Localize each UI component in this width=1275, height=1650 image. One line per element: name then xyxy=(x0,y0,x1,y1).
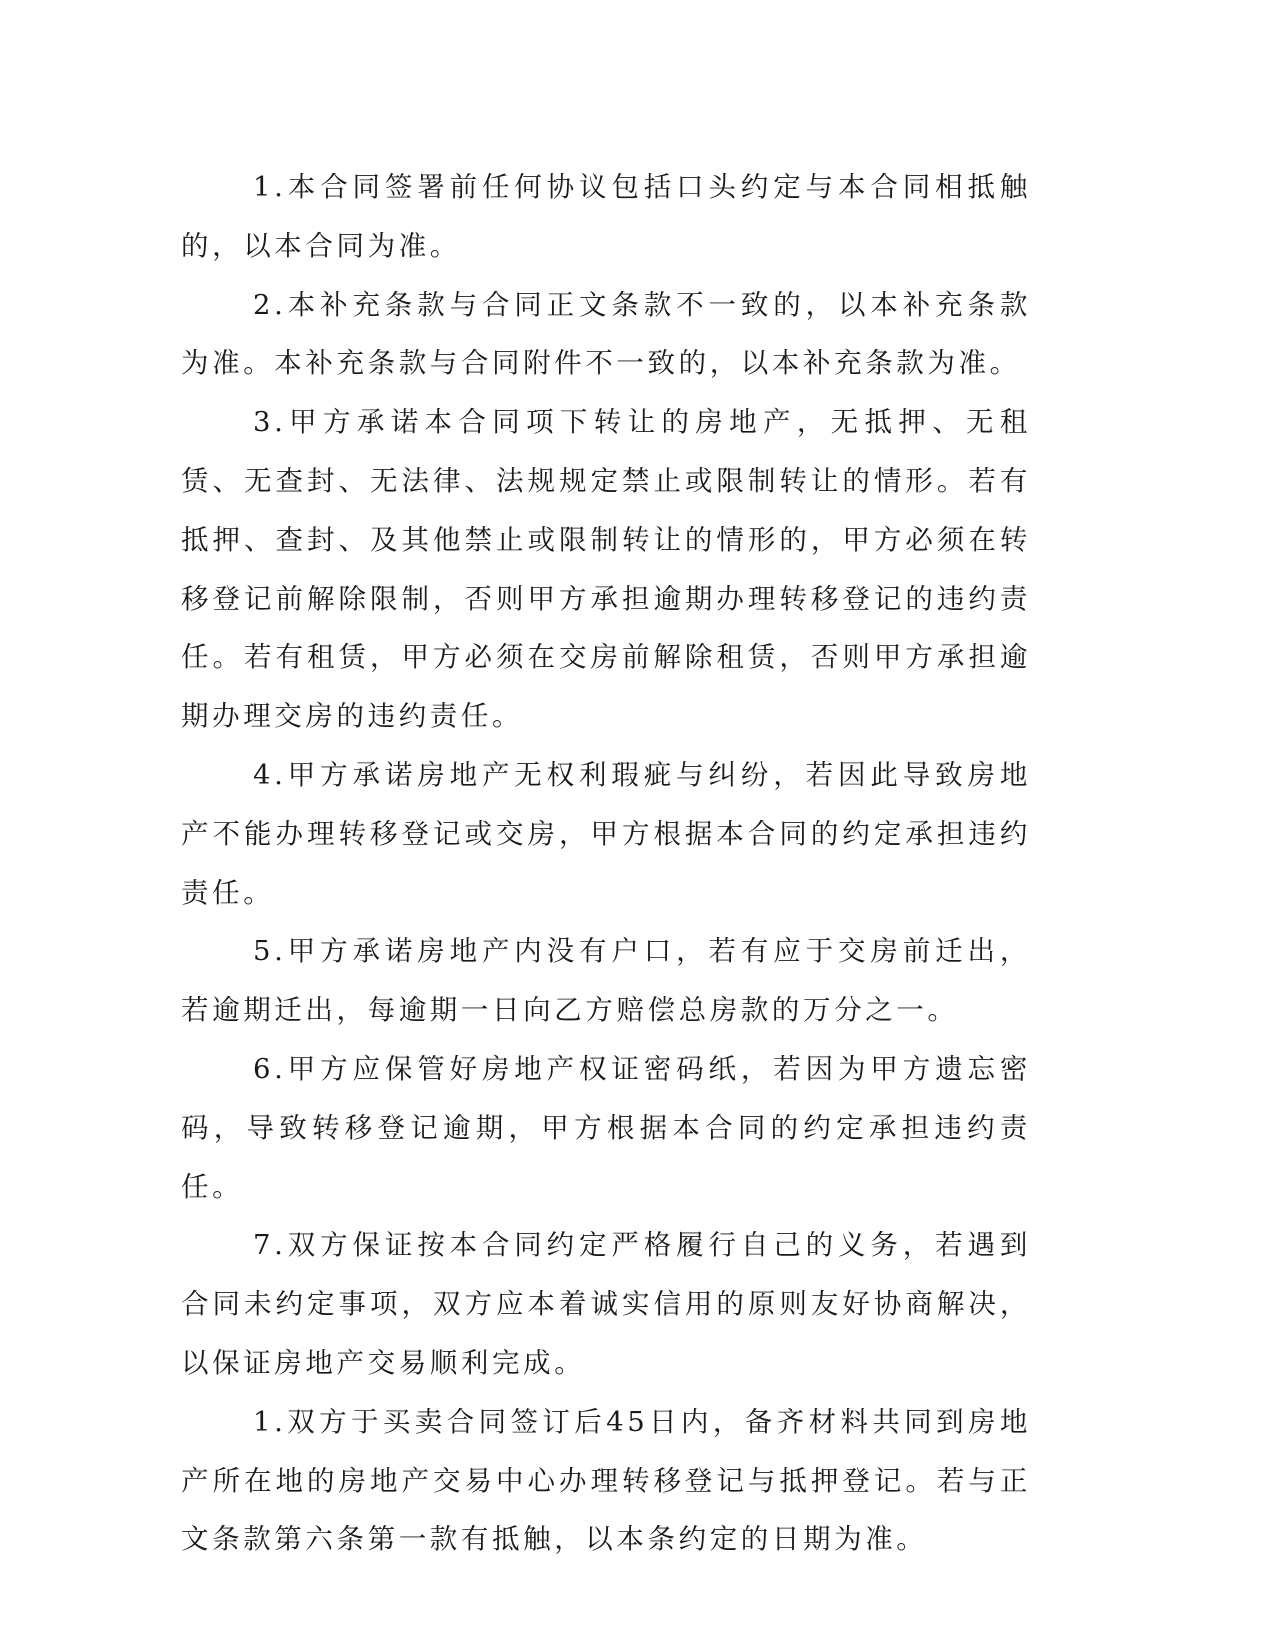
clause-paragraph-6: 6.甲方应保管好房地产权证密码纸，若因为甲方遗忘密码，导致转移登记逾期，甲方根据本合同的约定承担违约责任。 xyxy=(181,1052,1031,1203)
clause-paragraph-1: 1.本合同签署前任何协议包括口头约定与本合同相抵触的，以本合同为准。 xyxy=(181,171,1031,262)
clause-paragraph-8: 1.双方于买卖合同签订后45日内，备齐材料共同到房地产所在地的房地产交易中心办理转移登记与抵押登记。若与正文条款第六条第一款有抵触，以本条约定的日期为准。 xyxy=(181,1405,1031,1556)
document-body xyxy=(181,158,1031,1569)
clause-paragraph-4: 4.甲方承诺房地产无权利瑕疵与纠纷，若因此导致房地产不能办理转移登记或交房，甲方根据本合同的约定承担违约责任。 xyxy=(181,758,1031,909)
clause-paragraph-7: 7.双方保证按本合同约定严格履行自己的义务，若遇到合同未约定事项，双方应本着诚实信用的原则友好协商解决，以保证房地产交易顺利完成。 xyxy=(181,1229,1031,1379)
clause-paragraph-5: 5.甲方承诺房地产内没有户口，若有应于交房前迁出，若逾期迁出，每逾期一日向乙方赔偿总房款的万分之一。 xyxy=(181,935,1031,1027)
clause-paragraph-3: 3.甲方承诺本合同项下转让的房地产，无抵押、无租赁、无查封、无法律、法规规定禁止或限制转让的情形。若有抵押、查封、及其他禁止或限制转让的情形的，甲方必须在转移登记前解除限制，否则甲方承担逾期办理转移登记的违约责任。若有租赁，甲方必须在交房前解除租赁，否则甲方承担逾期办理交房的违约责任。 xyxy=(181,406,1031,733)
clause-paragraph-2: 2.本补充条款与合同正文条款不一致的，以本补充条款为准。本补充条款与合同附件不一致的，以本补充条款为准。 xyxy=(181,288,1031,380)
